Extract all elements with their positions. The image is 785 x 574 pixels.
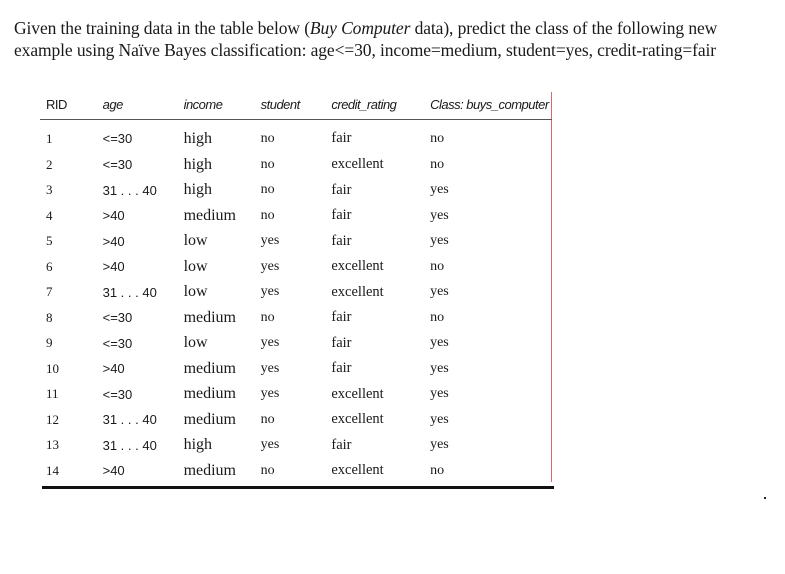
cell-age: >40 [102, 208, 125, 224]
cell-income: low [183, 334, 208, 352]
header-rid: RID [46, 97, 67, 112]
cell-student: yes [260, 258, 280, 274]
cell-age: <=30 [102, 157, 133, 173]
cell-credit-rating: fair [331, 436, 352, 453]
table-row [40, 407, 552, 433]
cell-rid: 5 [46, 233, 53, 249]
question-dataset-name: Buy Computer [309, 18, 411, 38]
cell-credit-rating: fair [331, 181, 352, 198]
question-part1: Given the training data in the table below ( [14, 18, 310, 38]
cell-class: yes [430, 233, 449, 249]
cell-age: <=30 [102, 131, 133, 146]
stray-dot [764, 497, 766, 499]
cell-income: medium [183, 206, 236, 224]
training-data-table [40, 90, 552, 484]
cell-income: low [183, 257, 208, 275]
cell-age: >40 [102, 463, 125, 479]
cell-credit-rating: excellent [331, 258, 384, 275]
cell-class: no [430, 130, 445, 146]
cell-rid: 14 [46, 462, 59, 478]
header-class: Class: buys_computer [430, 97, 549, 112]
cell-rid: 7 [46, 284, 53, 300]
cell-age: 31 . . . 40 [102, 412, 157, 428]
cell-student: yes [260, 335, 280, 351]
table-row [40, 178, 552, 204]
cell-income: low [183, 232, 208, 250]
cell-age: <=30 [102, 310, 133, 326]
cell-income: medium [183, 359, 236, 377]
table-row [40, 458, 552, 484]
cell-student: no [260, 207, 275, 223]
header-age: age [102, 97, 123, 112]
cell-income: high [183, 129, 213, 147]
cell-student: yes [260, 386, 280, 402]
table-row [40, 254, 552, 280]
cell-class: yes [430, 182, 449, 198]
table-row [40, 433, 552, 459]
cell-credit-rating: excellent [331, 156, 384, 173]
cell-class: no [430, 462, 445, 478]
cell-rid: 12 [46, 411, 59, 427]
table-row [40, 382, 552, 408]
cell-class: no [430, 258, 445, 274]
cell-income: high [183, 155, 213, 173]
cell-student: no [260, 182, 275, 198]
cell-student: yes [260, 233, 280, 249]
cell-age: 31 . . . 40 [102, 437, 157, 453]
cell-rid: 8 [46, 309, 53, 325]
cell-age: <=30 [102, 335, 133, 351]
cell-age: >40 [102, 233, 125, 249]
cell-credit-rating: excellent [331, 411, 384, 428]
cell-credit-rating: excellent [331, 283, 384, 300]
cell-student: no [260, 411, 275, 427]
table-row [40, 356, 552, 382]
table-row [40, 119, 552, 152]
cell-credit-rating: excellent [331, 462, 384, 479]
cell-income: medium [183, 385, 236, 403]
question-text [14, 17, 779, 61]
header-student: student [260, 97, 300, 112]
cell-student: no [260, 130, 275, 146]
header-credit-rating: credit_rating [331, 97, 397, 112]
cell-class: yes [430, 386, 449, 402]
cell-class: no [430, 156, 445, 172]
cell-student: yes [260, 437, 280, 453]
cell-rid: 1 [46, 130, 53, 146]
cell-student: no [260, 309, 275, 325]
cell-rid: 6 [46, 258, 53, 274]
table-body [40, 119, 552, 484]
cell-rid: 2 [46, 156, 53, 172]
cell-rid: 3 [46, 182, 53, 198]
cell-income: medium [183, 308, 236, 326]
table-row [40, 152, 552, 178]
cell-age: >40 [102, 361, 125, 377]
cell-credit-rating: fair [331, 207, 352, 224]
cell-credit-rating: fair [331, 334, 352, 351]
cell-class: yes [430, 207, 449, 223]
cell-class: yes [430, 411, 449, 427]
table-row [40, 305, 552, 331]
cell-student: yes [260, 284, 280, 300]
cell-income: high [183, 181, 213, 199]
cell-student: no [260, 462, 275, 478]
cell-credit-rating: excellent [331, 385, 384, 402]
table-row [40, 203, 552, 229]
cell-age: 31 . . . 40 [102, 182, 157, 198]
cell-rid: 4 [46, 207, 53, 223]
cell-income: medium [183, 410, 236, 428]
table-row [40, 280, 552, 306]
cell-income: high [183, 436, 213, 454]
cell-student: no [260, 156, 275, 172]
cell-income: medium [183, 461, 236, 479]
cell-rid: 11 [46, 386, 59, 402]
table-bottom-rule [42, 486, 554, 489]
cell-credit-rating: fair [331, 232, 352, 249]
cell-age: <=30 [102, 386, 133, 402]
header-income: income [183, 97, 223, 112]
cell-credit-rating: fair [331, 130, 352, 146]
cell-class: no [430, 309, 445, 325]
cell-class: yes [430, 335, 449, 351]
cell-class: yes [430, 284, 449, 300]
header-row [40, 90, 552, 119]
cell-credit-rating: fair [331, 309, 352, 326]
cell-rid: 13 [46, 437, 59, 453]
question-part2: data), predict the class of the following new example using Naïve Bayes classification: age<=30, income=medium, student=yes, credit-rating=fair [14, 18, 718, 60]
cell-age: >40 [102, 259, 125, 275]
cell-credit-rating: fair [331, 360, 352, 377]
cell-income: low [183, 283, 208, 301]
table-row [40, 229, 552, 255]
cell-class: yes [430, 360, 449, 376]
cell-student: yes [260, 360, 280, 376]
table-head [40, 90, 552, 119]
cell-rid: 9 [46, 335, 53, 351]
training-data-table-container [40, 90, 552, 493]
cell-rid: 10 [46, 360, 59, 376]
cell-class: yes [430, 437, 449, 453]
cell-age: 31 . . . 40 [102, 284, 157, 300]
table-row [40, 331, 552, 357]
